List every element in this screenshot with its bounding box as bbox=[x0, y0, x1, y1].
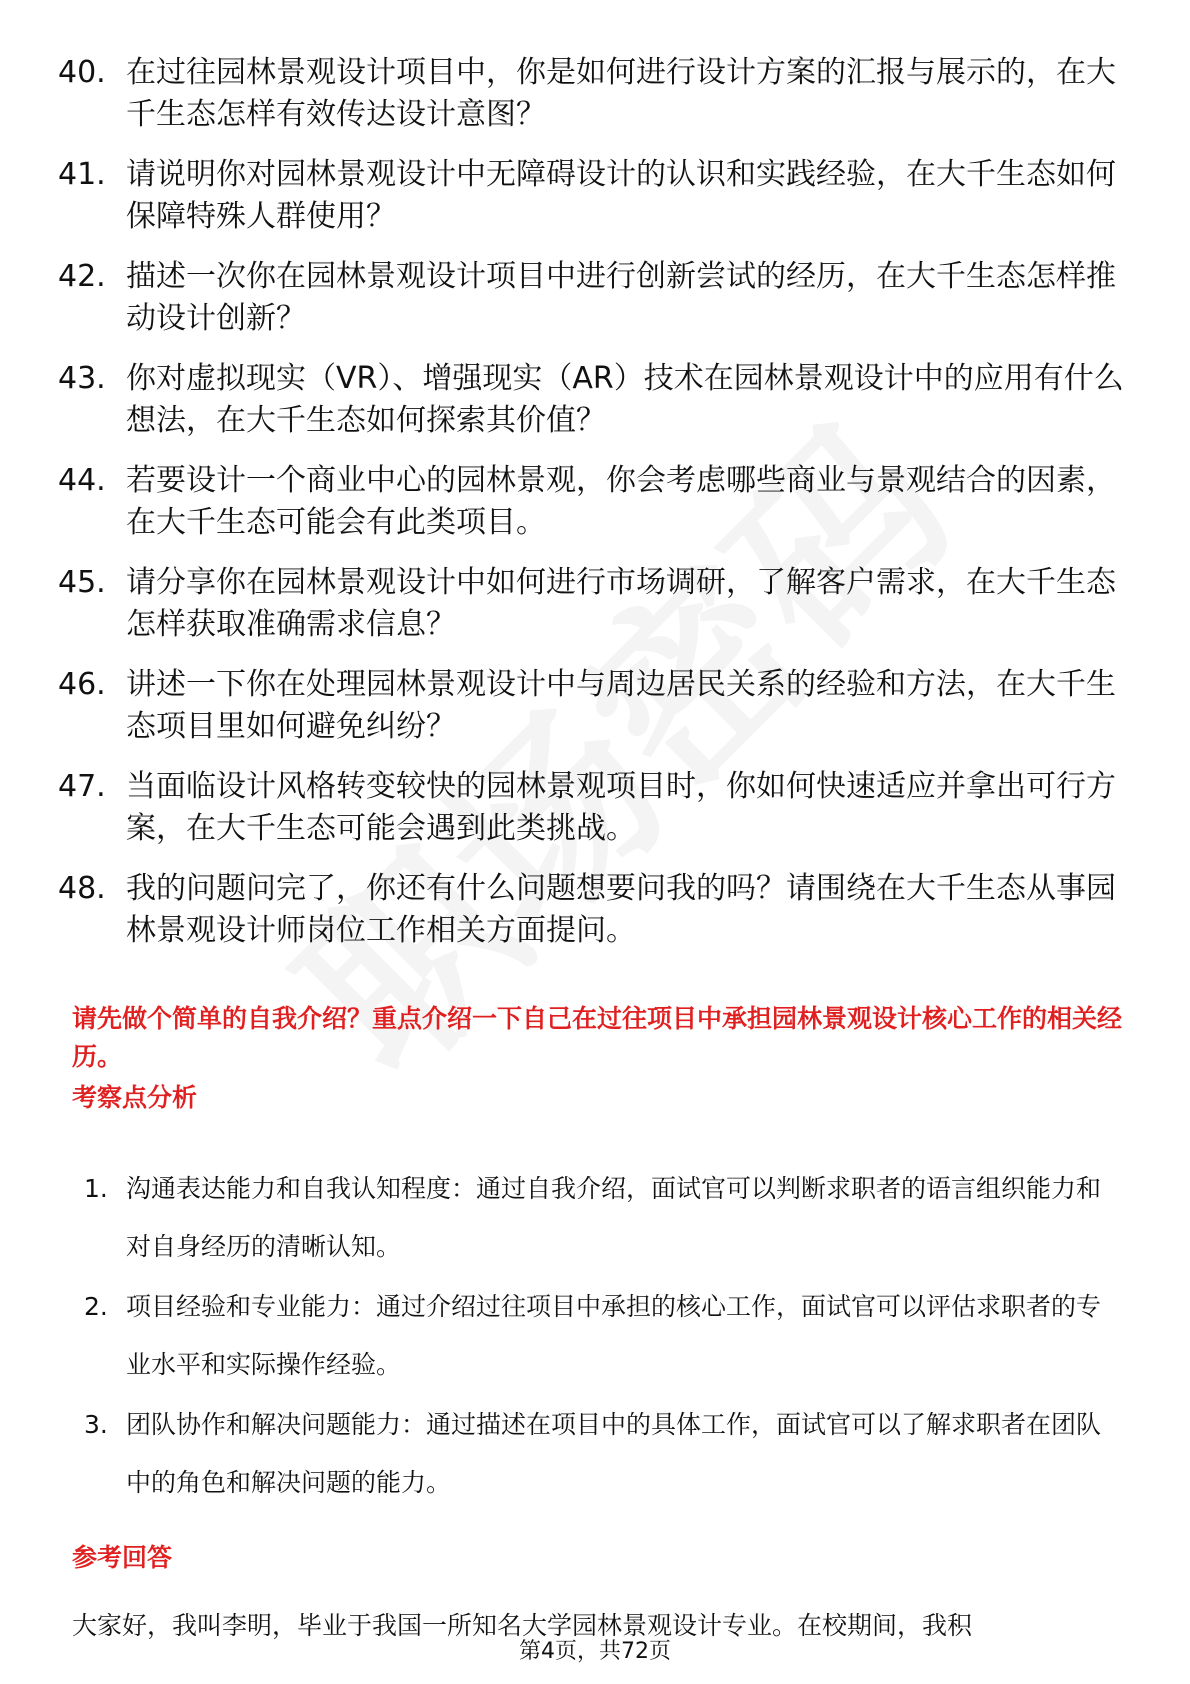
reference-title: 参考回答 bbox=[72, 1543, 173, 1572]
analysis-list bbox=[84, 1160, 1124, 1514]
question-number: 48. bbox=[58, 871, 106, 906]
question-item bbox=[58, 766, 1133, 850]
question-text: 你对虚拟现实（VR）、增强现实（AR）技术在园林景观设计中的应用有什么想法，在大千生态如何探索其价值？ bbox=[126, 361, 1124, 438]
question-text: 在过往园林景观设计项目中，你是如何进行设计方案的汇报与展示的，在大千生态怎样有效传达设计意图？ bbox=[126, 55, 1116, 132]
question-item bbox=[58, 256, 1133, 340]
question-item bbox=[58, 868, 1133, 952]
question-text: 讲述一下你在处理园林景观设计中与周边居民关系的经验和方法，在大千生态项目里如何避免纠纷？ bbox=[126, 667, 1116, 744]
question-item bbox=[58, 562, 1133, 646]
analysis-number: 1. bbox=[84, 1174, 108, 1203]
question-number: 42. bbox=[58, 259, 106, 294]
page-footer: 第4页，共72页 bbox=[519, 1639, 671, 1664]
question-text: 我的问题问完了，你还有什么问题想要问我的吗？请围绕在大千生态从事园林景观设计师岗位工作相关方面提问。 bbox=[126, 871, 1116, 948]
analysis-text: 项目经验和专业能力：通过介绍过往项目中承担的核心工作，面试官可以评估求职者的专业水平和实际操作经验。 bbox=[126, 1292, 1102, 1379]
question-number: 41. bbox=[58, 157, 106, 192]
question-text: 请说明你对园林景观设计中无障碍设计的认识和实践经验，在大千生态如何保障特殊人群使用？ bbox=[126, 157, 1116, 234]
question-number: 40. bbox=[58, 55, 106, 90]
reference-answer-text: 大家好，我叫李明，毕业于我国一所知名大学园林景观设计专业。在校期间，我积 bbox=[72, 1611, 973, 1640]
analysis-item bbox=[84, 1396, 1124, 1512]
analysis-title: 考察点分析 bbox=[72, 1083, 198, 1112]
question-number: 44. bbox=[58, 463, 106, 498]
analysis-number: 3. bbox=[84, 1410, 108, 1439]
question-number: 43. bbox=[58, 361, 106, 396]
question-number: 47. bbox=[58, 769, 106, 804]
question-number: 46. bbox=[58, 667, 106, 702]
question-text: 描述一次你在园林景观设计项目中进行创新尝试的经历，在大千生态怎样推动设计创新？ bbox=[126, 259, 1116, 336]
question-text: 若要设计一个商业中心的园林景观，你会考虑哪些商业与景观结合的因素，在大千生态可能会有此类项目。 bbox=[126, 463, 1116, 540]
question-number: 45. bbox=[58, 565, 106, 600]
question-item bbox=[58, 664, 1133, 748]
question-item bbox=[58, 460, 1133, 544]
question-text: 请分享你在园林景观设计中如何进行市场调研，了解客户需求，在大千生态怎样获取准确需求信息？ bbox=[126, 565, 1116, 642]
analysis-text: 团队协作和解决问题能力：通过描述在项目中的具体工作，面试官可以了解求职者在团队中的角色和解决问题的能力。 bbox=[126, 1410, 1102, 1497]
question-item bbox=[58, 52, 1133, 136]
analysis-number: 2. bbox=[84, 1292, 108, 1321]
analysis-text: 沟通表达能力和自我认知程度：通过自我介绍，面试官可以判断求职者的语言组织能力和对自身经历的清晰认知。 bbox=[126, 1174, 1102, 1261]
analysis-item bbox=[84, 1160, 1124, 1276]
question-item bbox=[58, 358, 1133, 442]
question-item bbox=[58, 154, 1133, 238]
analysis-item bbox=[84, 1278, 1124, 1394]
question-list bbox=[58, 52, 1133, 970]
question-text: 当面临设计风格转变较快的园林景观项目时，你如何快速适应并拿出可行方案，在大千生态可能会遇到此类挑战。 bbox=[126, 769, 1116, 846]
intro-question: 请先做个简单的自我介绍？重点介绍一下自己在过往项目中承担园林景观设计核心工作的相关经历。 bbox=[72, 1004, 1123, 1071]
